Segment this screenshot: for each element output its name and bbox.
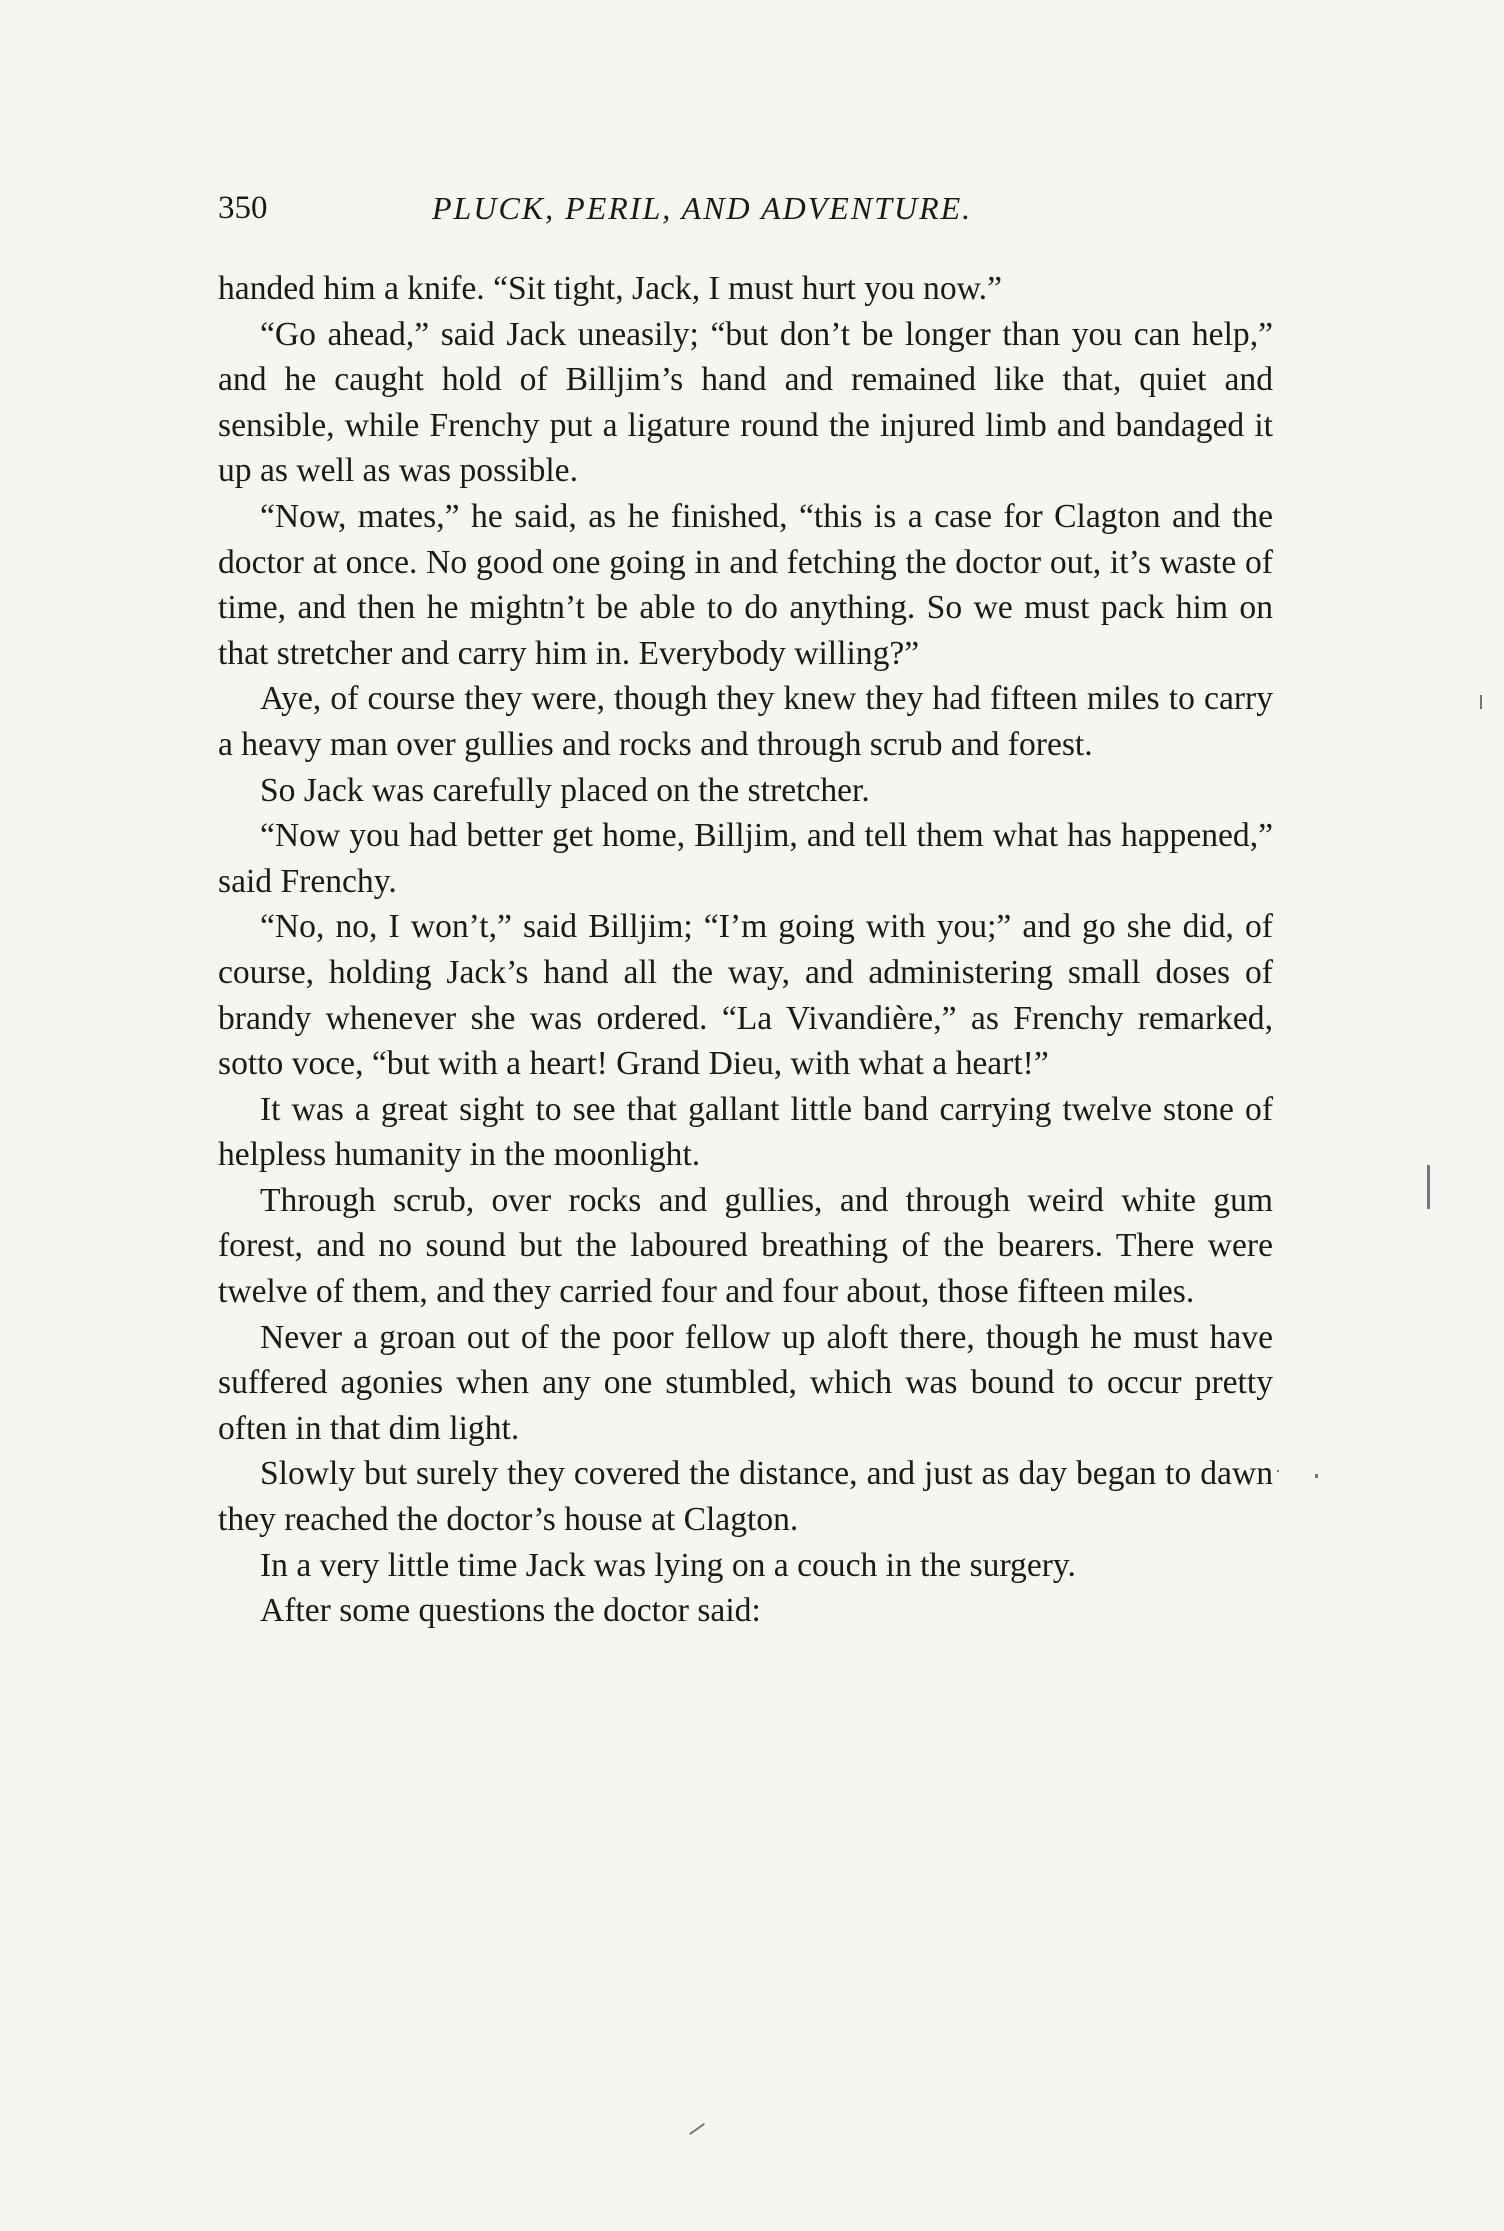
margin-speck: [1480, 695, 1482, 709]
page-number: 350: [218, 190, 268, 226]
paragraph: So Jack was carefully placed on the stretcher.: [260, 771, 870, 809]
paragraph: handed him a knife. “Sit tight, Jack, I must hurt you now.”: [218, 270, 1002, 307]
paragraph: It was a great sight to see that gallant little band carrying twelve stone of helpless humanity in the moonlight.: [218, 1090, 1273, 1174]
paragraph: “Now, mates,” he said, as he finished, “this is a case for Clagton and the doctor at once. No good one going in and fetching the doctor out, it’s waste of time, and then he mightn’t be able to do anything. So we must pack him on that stretcher and carry him in. Everybody willing?”: [218, 497, 1273, 672]
paragraph: After some questions the doctor said:: [260, 1592, 761, 1630]
paragraph: In a very little time Jack was lying on a couch in the surgery.: [260, 1546, 1076, 1584]
paragraph: Never a groan out of the poor fellow up aloft there, though he must have suffered agonies when any one stumbled, which was bound to occur pretty often in that dim light.: [218, 1318, 1273, 1447]
paragraph: “Go ahead,” said Jack uneasily; “but don’t be longer than you can help,” and he caught hold of Billjim’s hand and remained like that, quiet and sensible, while Frenchy put a ligature round the injured limb and bandaged it up as well as was possible.: [218, 315, 1273, 490]
paragraph: Slowly but surely they covered the distance, and just as day began to dawn they reached the doctor’s house at Clagton.: [218, 1455, 1273, 1539]
page-header: [218, 186, 1078, 236]
margin-speck: [1315, 1474, 1318, 1478]
margin-speck: [689, 2123, 705, 2135]
body-text: [218, 266, 1273, 1634]
margin-speck: [1427, 1165, 1430, 1209]
margin-speck: [1277, 1470, 1279, 1472]
running-title: PLUCK, PERIL, AND ADVENTURE.: [432, 190, 973, 226]
paragraph: “No, no, I won’t,” said Billjim; “I’m going with you;” and go she did, of course, holding Jack’s hand all the way, and administering small doses of brandy whenever she was ordered. “La Vivandière,” as Frenchy remarked, sotto voce, “but with a heart! Grand Dieu, with what a heart!”: [218, 908, 1273, 1083]
paragraph: Aye, of course they were, though they knew they had fifteen miles to carry a heavy man over gullies and rocks and through scrub and forest.: [218, 680, 1273, 763]
paragraph: “Now you had better get home, Billjim, and tell them what has happened,” said Frenchy.: [218, 817, 1273, 900]
paragraph: Through scrub, over rocks and gullies, and through weird white gum forest, and no sound but the laboured breathing of the bearers. There were twelve of them, and they carried four and four about, those fifteen miles.: [218, 1181, 1273, 1311]
